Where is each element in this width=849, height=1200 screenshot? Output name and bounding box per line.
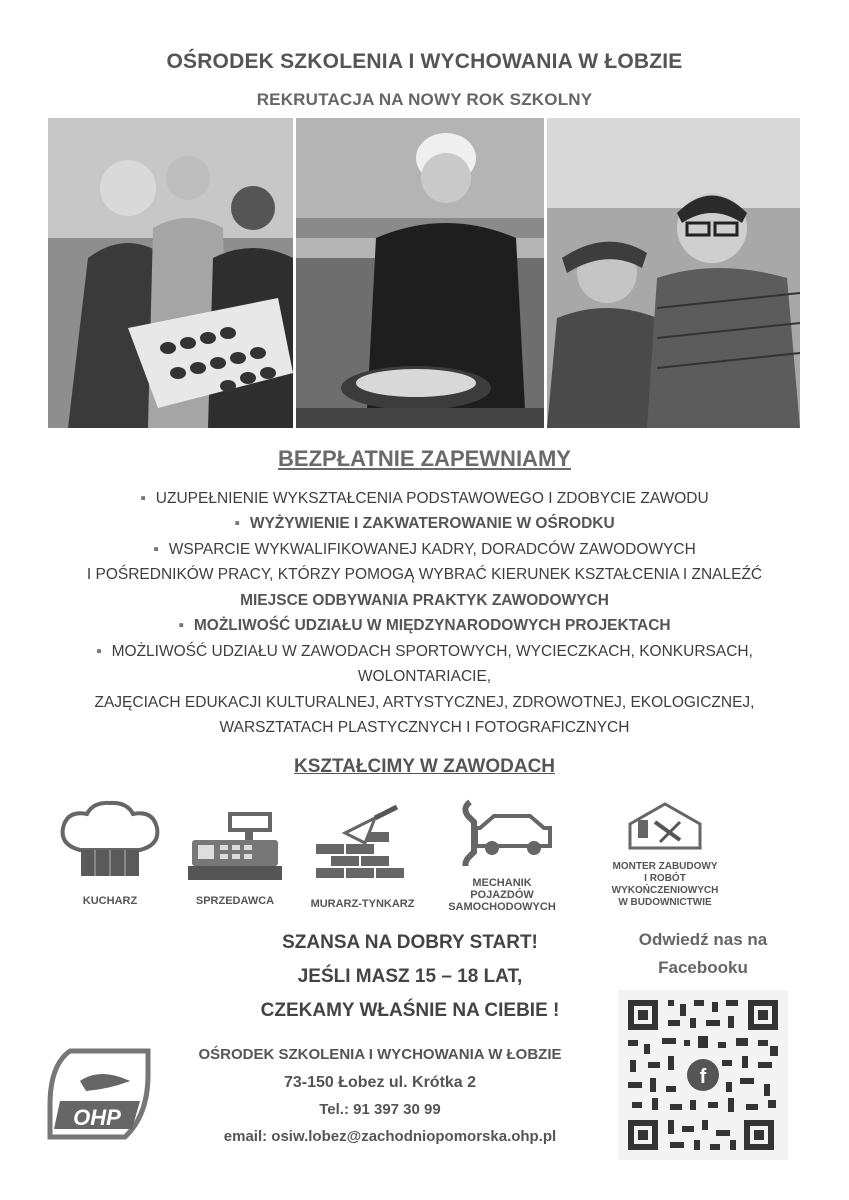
offer-line-internships: MIEJSCE ODBYWANIA PRAKTYK ZAWODOWYCH (240, 592, 609, 609)
offer-line-education: ▪ UZUPEŁNIENIE WYKSZTAŁCENIA PODSTAWOWEGO I ZDOBYCIE ZAWODU (0, 489, 849, 509)
trades-heading: KSZTAŁCIMY W ZAWODACH (293, 756, 556, 777)
trade-bricklayer (305, 803, 420, 913)
trade-mechanic (432, 798, 572, 913)
contact-address: 73-150 Łobez ul. Krótka 2 (283, 1074, 477, 1091)
contact-name: OŚRODEK SZKOLENIA I WYCHOWANIA W ŁOBZIE (198, 1046, 562, 1063)
offer-line-volunteering: WOLONTARIACIE, (357, 668, 492, 685)
trade-fitter-label: MONTER ZABUDOWY I ROBÓT WYKOŃCZENIOWYCH W BUDOWNICTWIE (611, 861, 719, 908)
page-title: OŚRODEK SZKOLENIA I WYCHOWANIA W ŁOBZIE (166, 50, 683, 73)
trade-cook-label: KUCHARZ (82, 895, 138, 907)
car-wrench-icon (432, 798, 572, 866)
offer-line-activities: ▪ MOŻLIWOŚĆ UDZIAŁU W ZAWODACH SPORTOWYCH, WYCIECZKACH, KONKURSACH, (0, 642, 849, 662)
house-tools-icon (600, 800, 730, 850)
svg-text:f: f (699, 1066, 707, 1088)
ohp-logo-icon (40, 1045, 160, 1145)
brick-wall-trowel-icon (305, 803, 420, 883)
slogan-line-1: SZANSA NA DOBRY START! (282, 932, 538, 953)
trade-bricklayer-label: MURARZ-TYNKARZ (310, 898, 415, 910)
contact-email-row (180, 1128, 600, 1145)
email-link[interactable]: osiw.lobez@zachodniopomorska.ohp.pl (271, 1128, 557, 1145)
offer-line-support: ▪ WSPARCIE WYKWALIFIKOWANEJ KADRY, DORADCÓW ZAWODOWYCH (0, 540, 849, 560)
offer-line-board: ▪ WYŻYWIENIE I ZAKWATEROWANIE W OŚRODKU (0, 514, 849, 534)
offer-heading: BEZPŁATNIE ZAPEWNIAMY (278, 446, 571, 471)
slogan-line-3: CZEKAMY WŁAŚNIE NA CIEBIE ! (260, 1000, 560, 1021)
offer-line-workshops: WARSZTATACH PLASTYCZNYCH I FOTOGRAFICZNYCH (219, 719, 630, 736)
trade-seller-label: SPRZEDAWCA (195, 895, 275, 907)
facebook-prompt-line-2: Facebooku (658, 958, 748, 977)
photo-chef-cooking (296, 118, 544, 428)
facebook-prompt-line-1: Odwiedź nas na (638, 930, 768, 949)
offer-line-projects: ▪ MOŻLIWOŚĆ UDZIAŁU W MIĘDZYNARODOWYCH PROJEKTACH (0, 616, 849, 636)
svg-text:OHP: OHP (73, 1105, 121, 1130)
email-label: email: (223, 1128, 268, 1145)
qr-code[interactable] (618, 990, 788, 1160)
trade-cook (55, 800, 165, 910)
photo-students-baking (48, 118, 293, 428)
chef-hat-icon (55, 800, 165, 880)
offer-line-support-cont: I POŚREDNIKÓW PRACY, KTÓRZY POMOGĄ WYBRAĆ KIERUNEK KSZTAŁCENIA I ZNALEŹĆ (86, 566, 763, 583)
contact-phone: Tel.: 91 397 30 99 (319, 1101, 441, 1118)
photo-carpentry-students (547, 118, 800, 428)
cash-register-icon (180, 812, 290, 882)
photo-collage (48, 118, 800, 428)
ohp-logo (40, 1045, 160, 1145)
qr-code-icon (618, 990, 788, 1160)
trade-seller (180, 812, 290, 912)
slogan-line-2: JEŚLI MASZ 15 – 18 LAT, (297, 966, 523, 987)
trade-fitter (600, 800, 730, 920)
offer-line-classes: ZAJĘCIACH EDUKACJI KULTURALNEJ, ARTYSTYCZNEJ, ZDROWOTNEJ, EKOLOGICZNEJ, (94, 694, 755, 711)
trade-mechanic-label: MECHANIK POJAZDÓW SAMOCHODOWYCH (448, 877, 556, 913)
page-subtitle: REKRUTACJA NA NOWY ROK SZKOLNY (256, 90, 593, 109)
